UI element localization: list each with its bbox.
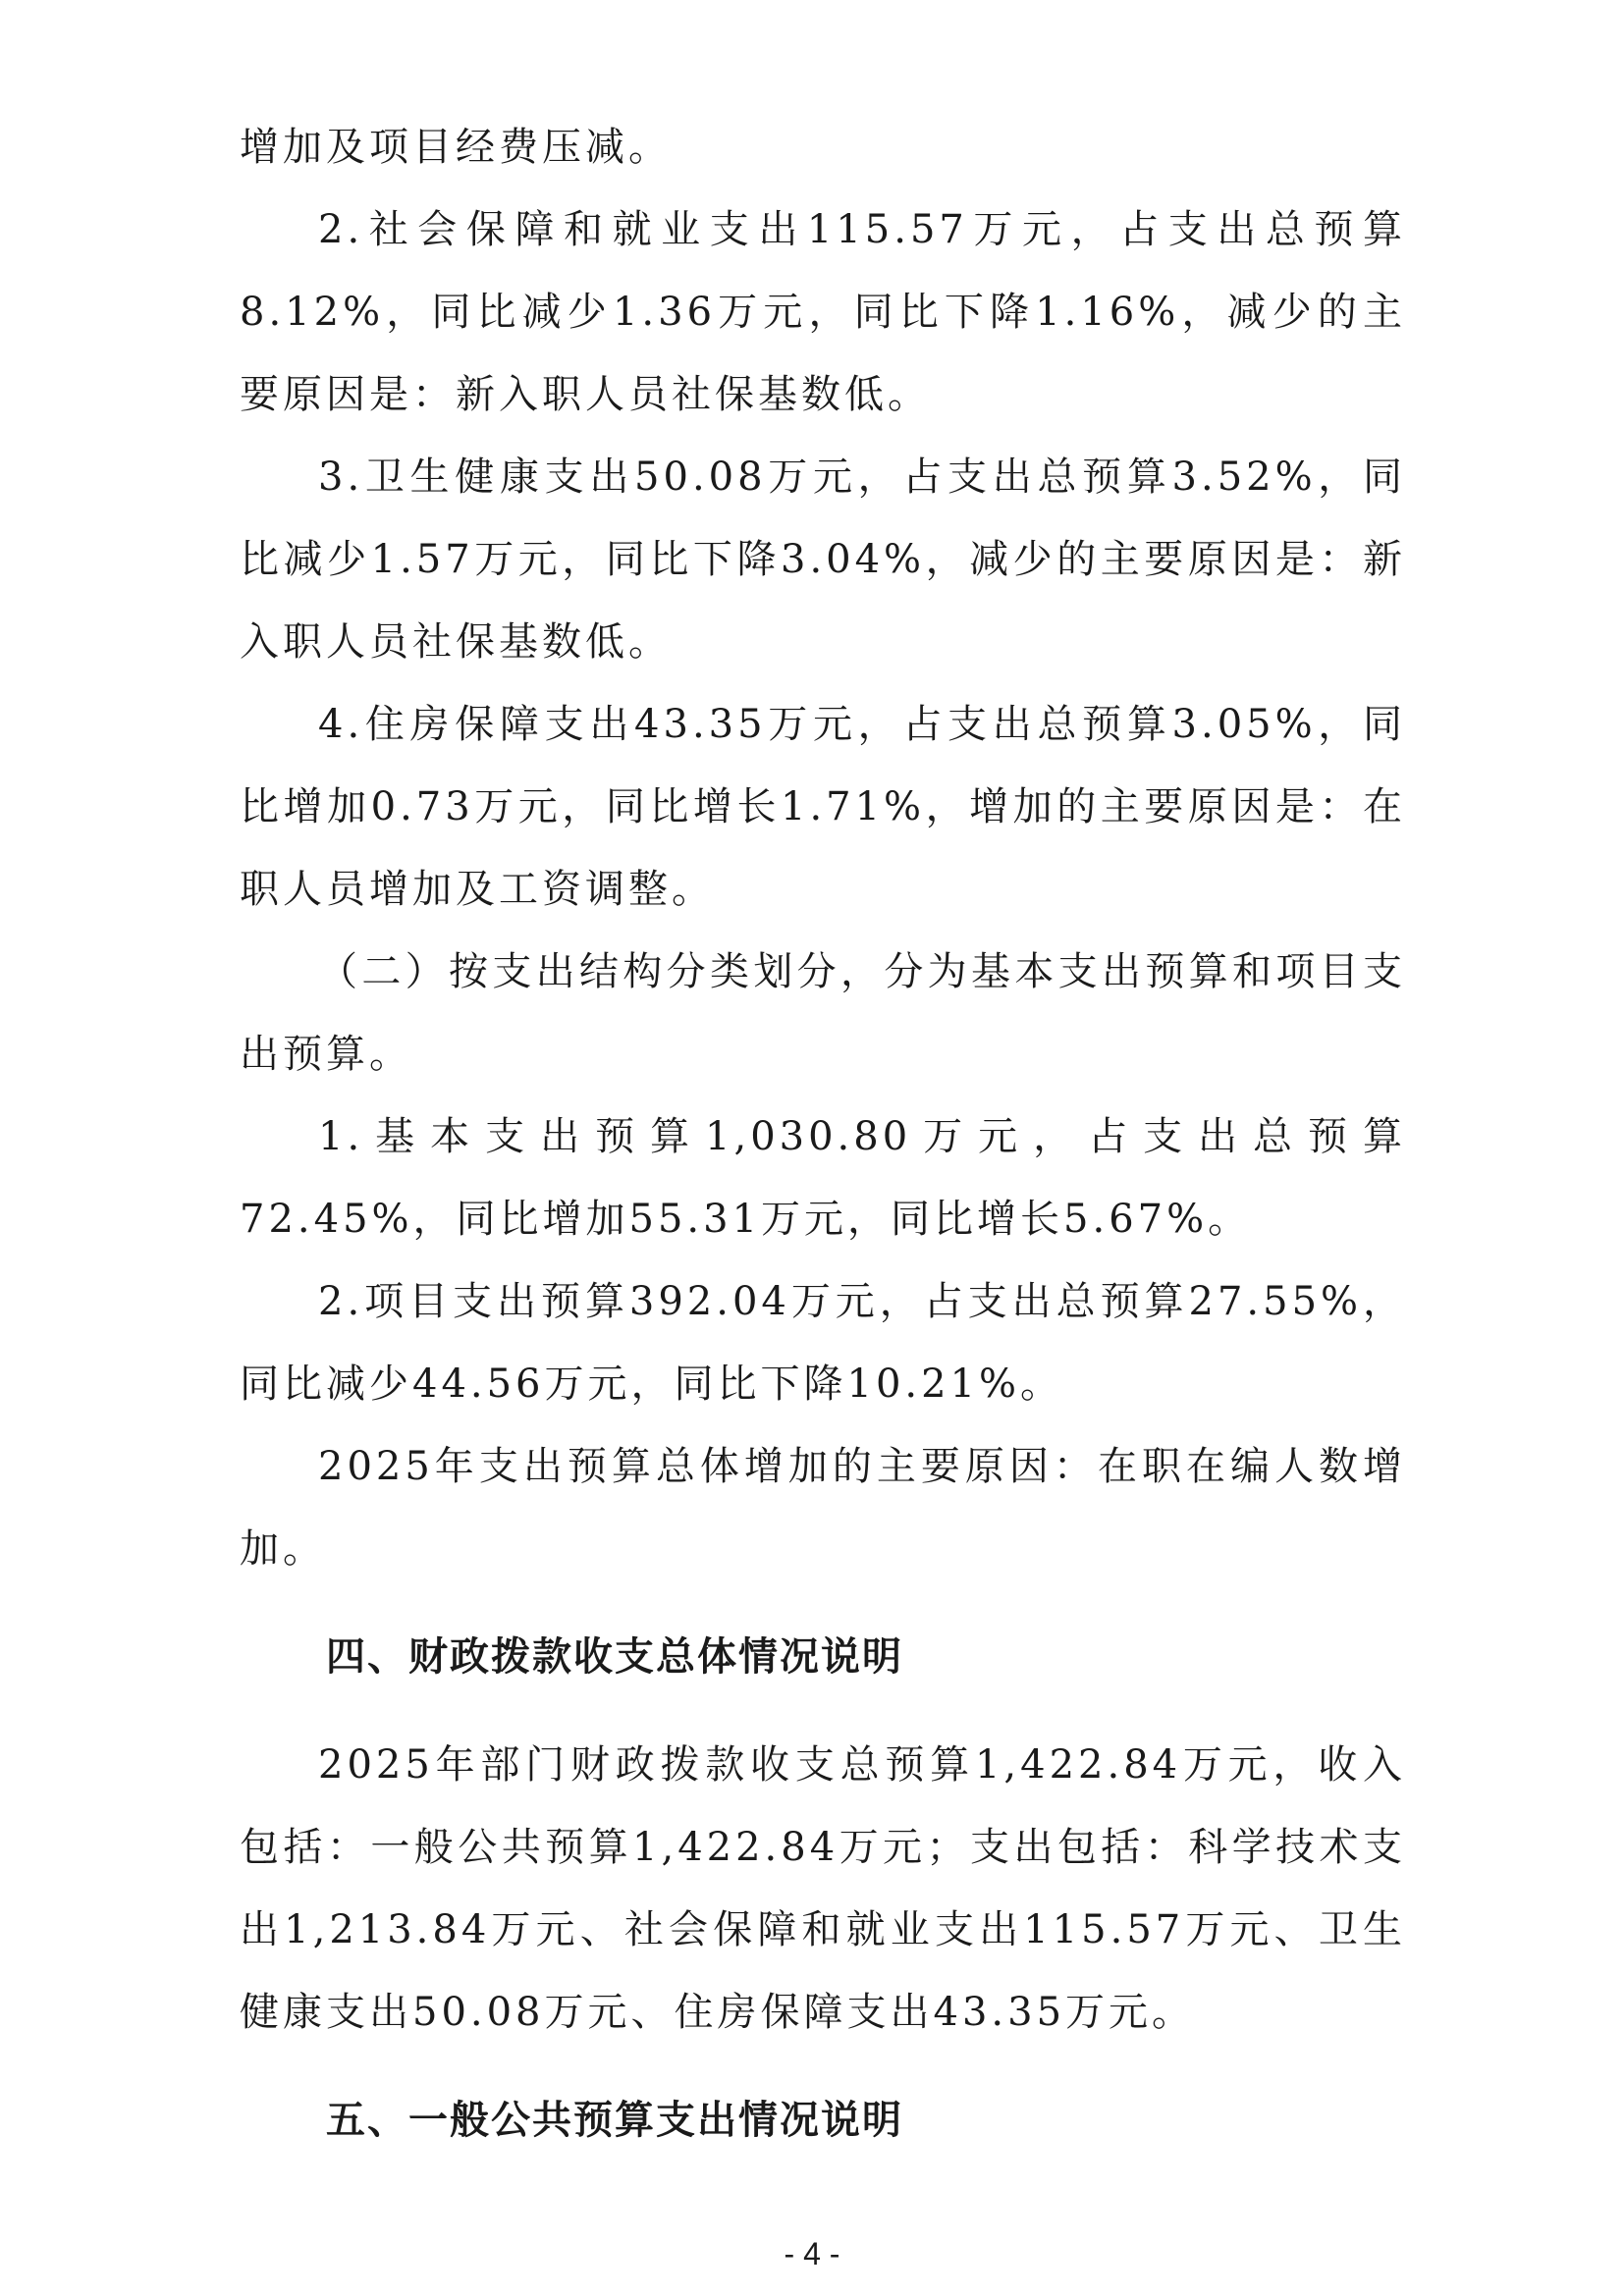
paragraph-housing: 4.住房保障支出43.35万元，占支出总预算3.05%，同比增加0.73万元，同比增长1.71%，增加的主要原因是：在职人员增加及工资调整。 xyxy=(240,702,1406,912)
page-number: - 4 - xyxy=(784,2236,840,2271)
paragraph-continuation: 增加及项目经费压减。 xyxy=(240,125,672,170)
section-heading-fiscal-overview: 四、财政拨款收支总体情况说明 xyxy=(326,1634,903,1680)
paragraph-basic-expenditure: 1.基本支出预算1,030.80万元，占支出总预算72.45%，同比增加55.31万元，同比增长5.67%。 xyxy=(240,1114,1406,1242)
section-heading-general-public-budget: 五、一般公共预算支出情况说明 xyxy=(326,2098,903,2143)
paragraph-structure-classification: （二）按支出结构分类划分，分为基本支出预算和项目支出预算。 xyxy=(240,949,1406,1077)
paragraph-social-security: 2.社会保障和就业支出115.57万元，占支出总预算8.12%，同比减少1.36万元，同比下降1.16%，减少的主要原因是：新入职人员社保基数低。 xyxy=(240,207,1406,417)
paragraph-fiscal-overview: 2025年部门财政拨款收支总预算1,422.84万元，收入包括：一般公共预算1,422.84万元；支出包括：科学技术支出1,213.84万元、社会保障和就业支出115.57万元、卫生健康支出50.08万元、住房保障支出43.35万元。 xyxy=(240,1742,1406,2035)
paragraph-project-expenditure: 2.项目支出预算392.04万元，占支出总预算27.55%，同比减少44.56万元，同比下降10.21%。 xyxy=(240,1279,1406,1407)
paragraph-increase-reason: 2025年支出预算总体增加的主要原因：在职在编人数增加。 xyxy=(240,1444,1406,1572)
page-content xyxy=(240,106,1406,2162)
paragraph-health: 3.卫生健康支出50.08万元，占支出总预算3.52%，同比减少1.57万元，同比下降3.04%，减少的主要原因是：新入职人员社保基数低。 xyxy=(240,454,1406,665)
